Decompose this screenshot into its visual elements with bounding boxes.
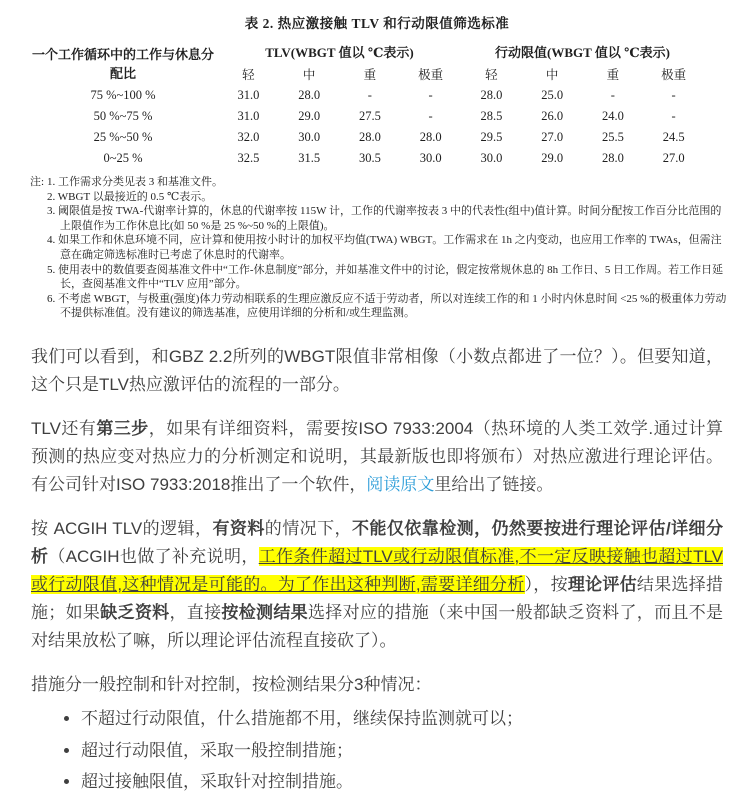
cell: 28.0 [419, 130, 442, 144]
cell: 28.0 [358, 130, 381, 144]
cell: 32.0 [237, 130, 260, 144]
text-run: ），按 [524, 575, 568, 595]
text-run: 的情况下， [264, 519, 352, 539]
subcol-al-very-heavy: 极重 [661, 68, 687, 82]
note-6: 6. 不考虑 WBGT，与极重(强度)体力劳动相联系的生理应激反应不适于劳动者，所以对连续工作的和 1 小时内休息时间 <25 %的极重体力劳动不提供标准值。没有建议的筛选基准，应使用详细的分析和/或生理监测。 [47, 292, 727, 320]
col-header-work-rest-ratio: 一个工作循环中的工作与休息分配比 [31, 46, 214, 81]
read-original-link[interactable]: 阅读原文 [366, 475, 435, 495]
col-group-action-limit: 行动限值(WBGT 值以 ℃表示) [495, 45, 670, 60]
measures-list [81, 705, 723, 795]
cell: - [671, 88, 676, 102]
bold-text: 不能仅依靠检测，仍然要按进行理论评估/详细分析 [31, 519, 723, 567]
note-3: 3. 阈限值是按 TWA-代谢率计算的，休息的代谢率按 115W 计，工作的代谢率按表 3 中的代表性(组中)值计算。时间分配按工作百分比范围的上限值作为工作休息比(如 50 %是 25 %~50 %的上限值)。 [47, 205, 722, 232]
article-body [31, 343, 723, 796]
cell: 24.0 [601, 109, 624, 123]
table2-figure [0, 0, 754, 321]
note-5: 5. 使用表中的数值要查阅基准文件中“工作-休息制度”部分，并如基准文件中的讨论，假定按常规休息的 8h 工作日、5 日工作周。若工作日延长，查阅基准文件中“TLV 应用”部分。 [47, 263, 724, 291]
note-1: 1. 工作需求分类见表 3 和基准文件。 [47, 176, 223, 188]
cell: 32.5 [237, 151, 260, 165]
table-row [28, 85, 704, 106]
paragraph-4: 措施分一般控制和针对控制，按检测结果分3种情况： [31, 675, 432, 695]
table-title: 表 2. 热应激接触 TLV 和行动限值筛选标准 [244, 16, 510, 31]
cell: 30.0 [480, 151, 503, 165]
row-label: 75 %~100 % [90, 88, 156, 102]
cell: 25.0 [541, 88, 564, 102]
cell: 31.0 [237, 88, 260, 102]
bold-text: 第三步 [96, 419, 149, 439]
table-row [28, 148, 704, 169]
subcol-tlv-very-heavy: 极重 [418, 68, 444, 82]
cell: 28.0 [298, 88, 321, 102]
note-4: 4. 如果工作和休息环境不同，应计算和使用按小时计的加权平均值(TWA) WBGT。工作需求在 1h 之内变动，也应用工作率的 TWAs，但需注意在确定筛选标准时已考虑了休息时的代谢率。 [47, 234, 722, 261]
cell: - [671, 109, 676, 123]
cell: 31.5 [298, 151, 321, 165]
subcol-tlv-heavy: 重 [363, 68, 377, 82]
subcol-al-heavy: 重 [606, 68, 620, 82]
list-item: • 不超过行动限值，什么措施都不用，继续保持监测就可以； [81, 705, 723, 733]
text-run: TLV还有 [31, 419, 97, 439]
cell: - [428, 109, 433, 123]
cell: 26.0 [541, 109, 564, 123]
cell: 24.5 [662, 130, 685, 144]
table-notes [30, 175, 730, 321]
subcol-al-moderate: 中 [545, 68, 559, 82]
cell: 28.0 [601, 151, 624, 165]
paragraph-1: 我们可以看到，和GBZ 2.2所列的WBGT限值非常相像（小数点都进了一位？）。但要知道，这个只是TLV热应激评估的流程的一部分。 [31, 346, 723, 394]
cell: 28.5 [480, 109, 503, 123]
list-item: • 超过行动限值，采取一般控制措施； [81, 737, 723, 765]
row-label: 0~25 % [103, 151, 143, 165]
text-run: 选择对应的措施（来中国一般都缺乏资料了，而且不是对结果放松了嘛，所以理论评估流程直接砍了）。 [31, 603, 724, 651]
row-label: 50 %~75 % [93, 109, 153, 123]
subcol-tlv-light: 轻 [242, 68, 255, 82]
table-row [28, 106, 704, 127]
subcol-al-light: 轻 [485, 68, 498, 82]
cell: 30.5 [358, 151, 381, 165]
cell: - [367, 88, 372, 102]
bold-text: 缺乏资料 [100, 603, 170, 623]
cell: 25.5 [601, 130, 624, 144]
cell: 30.0 [298, 130, 321, 144]
bold-text: 有资料 [212, 519, 265, 539]
cell: 28.0 [480, 88, 503, 102]
text-run: 按 ACGIH TLV的逻辑， [31, 519, 213, 539]
text-run: 里给出了链接。 [434, 475, 554, 495]
paragraph-3 [31, 515, 723, 655]
cell: 27.5 [358, 109, 381, 123]
cell: 29.5 [480, 130, 503, 144]
tlv-action-limit-table [28, 40, 704, 169]
highlighted-text: 工作条件超过TLV或行动限值标准,不一定反映接触也超过TLV或行动限值,这种情况是可能的。为了作出这种判断,需要详细分析 [31, 547, 724, 595]
cell: 29.0 [541, 151, 564, 165]
cell: - [610, 88, 615, 102]
text-run: ，直接 [169, 603, 222, 623]
cell: 29.0 [298, 109, 321, 123]
note-2: 2. WBGT 以最接近的 0.5 ℃表示。 [47, 190, 213, 203]
cell: 30.0 [419, 151, 442, 165]
subcol-tlv-moderate: 中 [302, 68, 316, 82]
notes-label: 注: [30, 176, 45, 188]
list-item: • 超过接触限值，采取针对控制措施。 [81, 768, 723, 796]
row-label: 25 %~50 % [93, 130, 153, 144]
cell: 27.0 [541, 130, 564, 144]
text-run: （ACGIH也做了补充说明， [48, 547, 259, 567]
bold-text: 按检测结果 [221, 603, 308, 623]
col-group-tlv: TLV(WBGT 值以 ℃表示) [265, 45, 414, 60]
cell: 27.0 [662, 151, 685, 165]
paragraph-2 [31, 415, 723, 499]
bold-text: 理论评估 [567, 575, 637, 595]
table-row [28, 127, 704, 148]
text-run: ，如果有详细资料，需要按ISO 7933:2004（热环境的人类工效学.通过计算预测的热应变对热应力的分析测定和说明，其最新版也即将颁布）对热应激进行理论评估。有公司针对ISO 7933:2018推出了一个软件， [31, 419, 724, 495]
text-run: 结果选择措施；如果 [31, 575, 723, 623]
cell: - [428, 88, 433, 102]
cell: 31.0 [237, 109, 260, 123]
